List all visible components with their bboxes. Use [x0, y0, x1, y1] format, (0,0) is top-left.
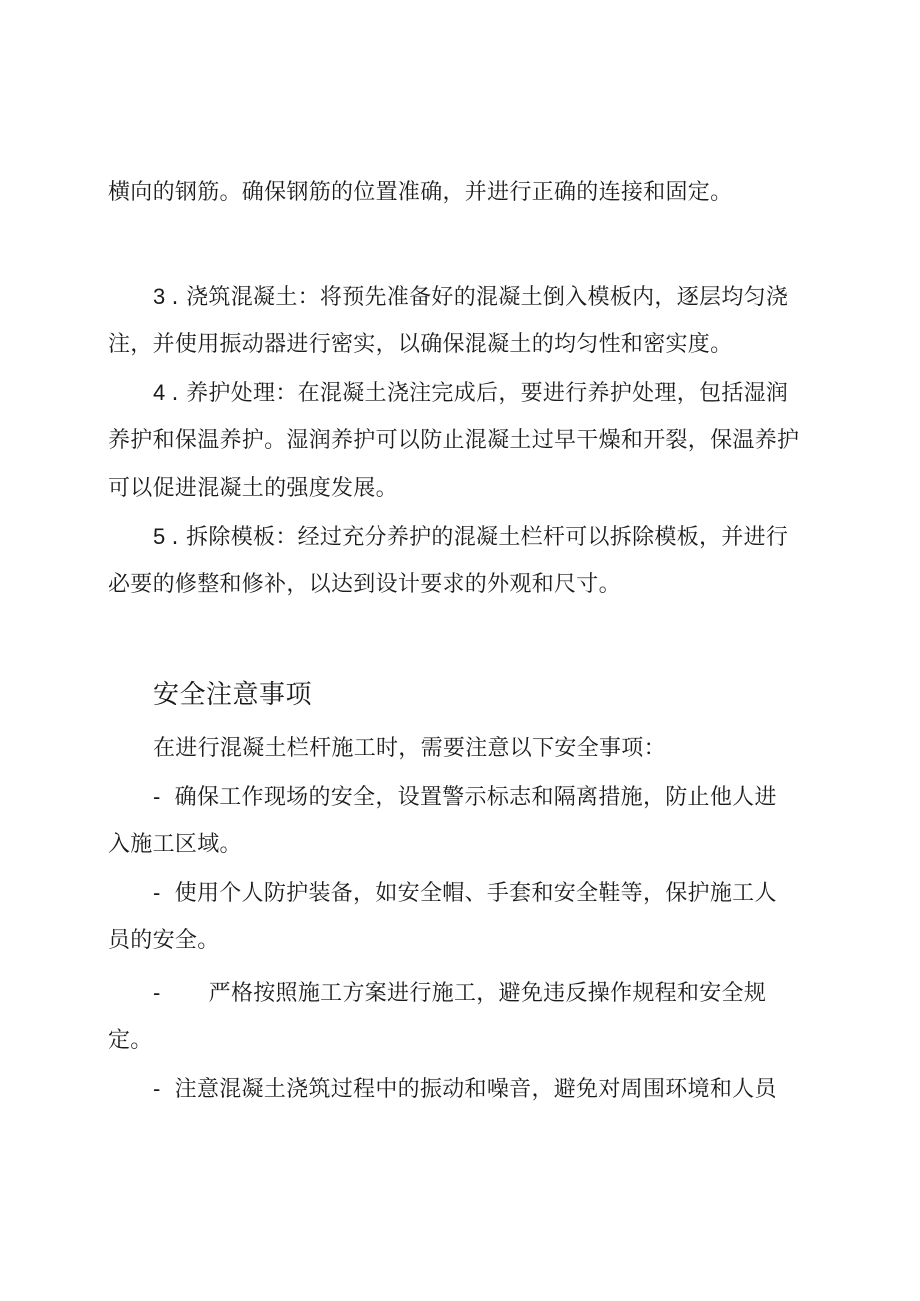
safety-item-3-line-1	[153, 978, 766, 1009]
step-5-line-2: 必要的修整和修补，以达到设计要求的外观和尺寸。	[108, 572, 621, 597]
step-4-text: . 养护处理：在混凝土浇注完成后，要进行养护处理，包括湿润	[171, 381, 789, 406]
section-heading-safety: 安全注意事项	[153, 680, 313, 710]
step-3-line-2: 注，并使用振动器进行密实，以确保混凝土的均匀性和密实度。	[108, 332, 733, 357]
safety-item-1-line-1	[153, 782, 777, 813]
step-3-number: 3	[153, 284, 166, 309]
step-4-line-2: 养护和保温养护。湿润养护可以防止混凝土过早干燥和开裂，保温养护	[108, 428, 800, 453]
safety-item-1-line-2: 入施工区域。	[108, 832, 242, 857]
step-4-line-3: 可以促进混凝土的强度发展。	[108, 476, 398, 501]
safety-intro: 在进行混凝土栏杆施工时，需要注意以下安全事项：	[153, 736, 666, 761]
step-5-text: . 拆除模板：经过充分养护的混凝土栏杆可以拆除模板，并进行	[171, 525, 789, 550]
step-5-line-1	[153, 522, 788, 553]
bullet-dash: -	[153, 1076, 161, 1101]
bullet-dash: -	[153, 784, 161, 809]
safety-item-2-line-2: 员的安全。	[108, 928, 220, 953]
step-3-line-1	[153, 282, 788, 313]
step-4-number: 4	[153, 380, 166, 405]
safety-item-3-line-2: 定。	[108, 1028, 153, 1053]
step-5-number: 5	[153, 524, 166, 549]
safety-item-1-text: 确保工作现场的安全，设置警示标志和隔离措施，防止他人进	[174, 785, 777, 810]
step-3-text: . 浇筑混凝土：将预先准备好的混凝土倒入模板内，逐层均匀浇	[171, 285, 789, 310]
safety-item-3-text: 严格按照施工方案进行施工，避免违反操作规程和安全规	[208, 981, 767, 1006]
safety-item-2-text: 使用个人防护装备，如安全帽、手套和安全鞋等，保护施工人	[174, 881, 777, 906]
safety-item-2-line-1	[153, 878, 777, 909]
safety-item-4-text: 注意混凝土浇筑过程中的振动和噪音，避免对周围环境和人员	[174, 1077, 777, 1102]
bullet-dash: -	[153, 980, 161, 1005]
paragraph-continuation: 横向的钢筋。确保钢筋的位置准确，并进行正确的连接和固定。	[108, 180, 733, 205]
bullet-dash: -	[153, 880, 161, 905]
safety-item-4-line-1	[153, 1074, 777, 1105]
step-4-line-1	[153, 378, 788, 409]
